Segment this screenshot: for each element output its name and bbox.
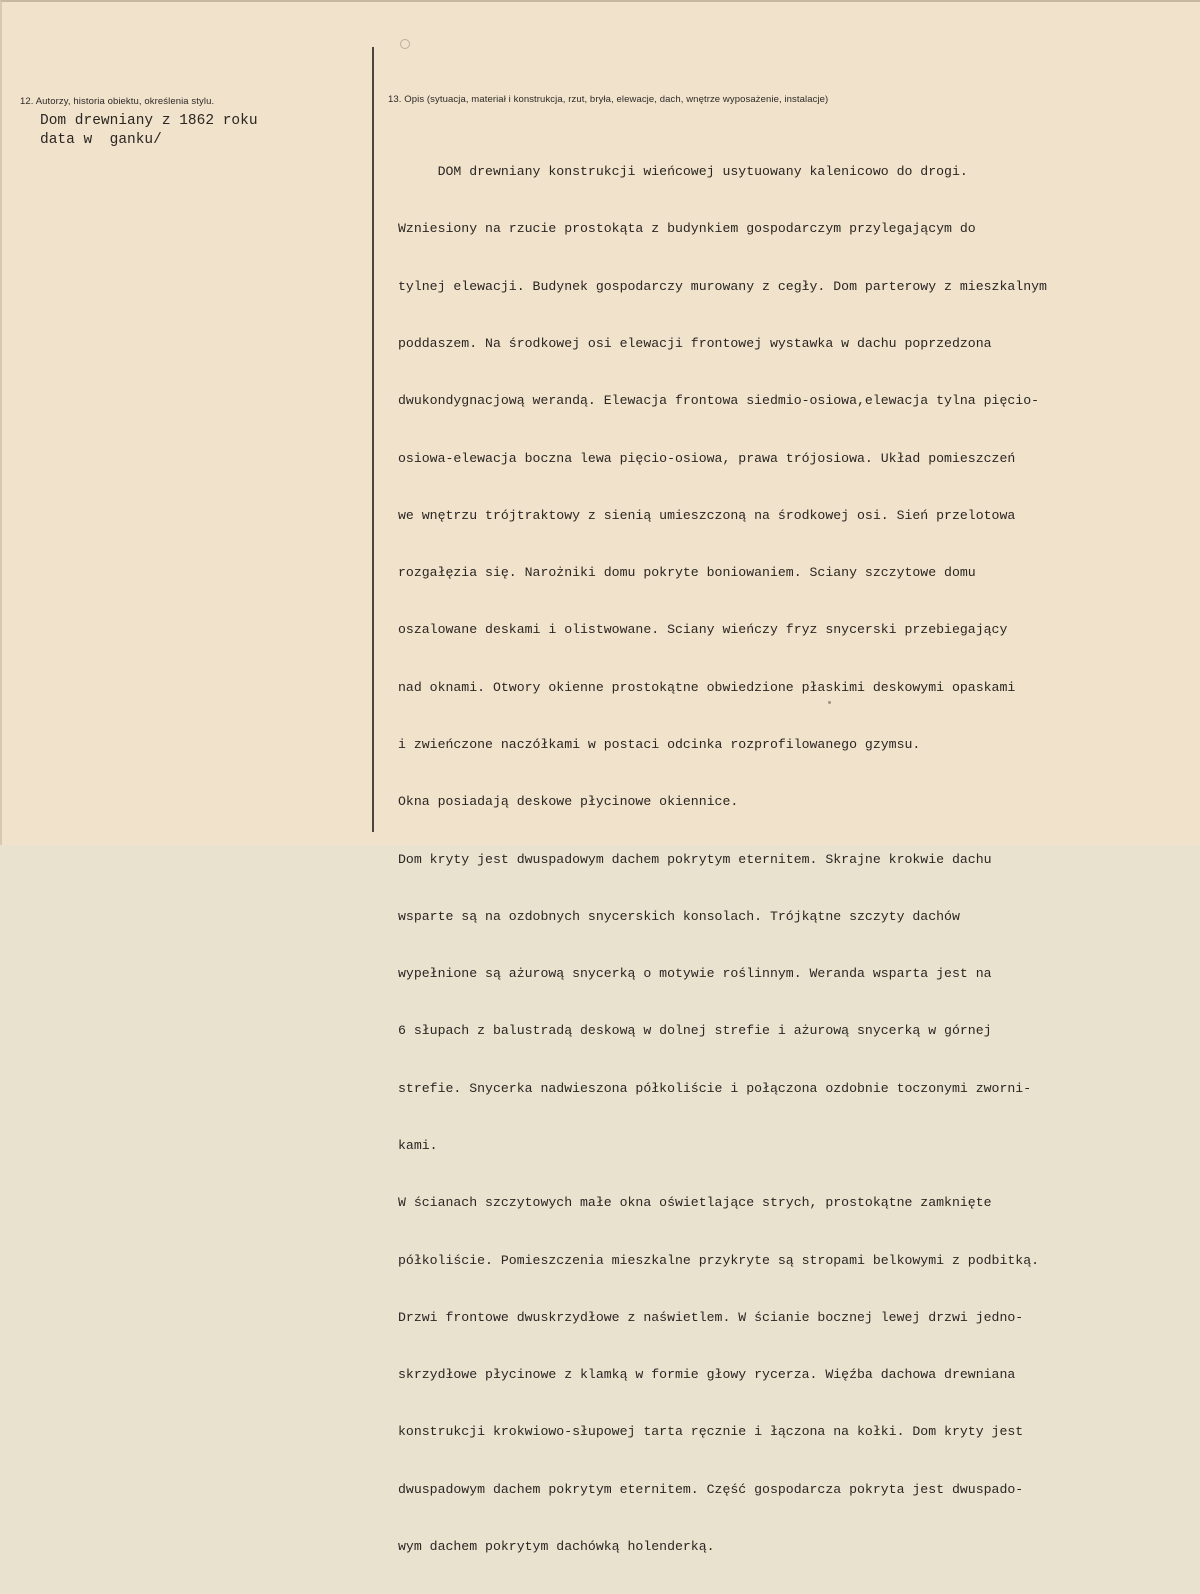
- section-13-line: wypełnione są ażurową snycerką o motywie roślinnym. Weranda wsparta jest na: [398, 966, 992, 982]
- section-13-line: dwuspadowym dachem pokrytym eternitem. Część gospodarcza pokryta jest dwuspado-: [398, 1481, 1024, 1497]
- section-13-line: dwukondygnacjową werandą. Elewacja frontowa siedmio-osiowa,elewacja tylna pięcio-: [398, 393, 1040, 409]
- section-13-line: strefie. Snycerka nadwieszona półkoliście i połączona ozdobnie toczonymi zworni-: [398, 1080, 1032, 1096]
- section-12-content: [40, 112, 258, 150]
- ink-speck: [828, 701, 831, 704]
- section-12-line: Dom drewniany z 1862 roku: [40, 113, 258, 129]
- section-13-line: Wzniesiony na rzucie prostokąta z budynkiem gospodarczym przylegającym do: [398, 221, 976, 237]
- section-13-line: we wnętrzu trójtraktowy z sienią umieszczoną na środkowej osi. Sień przelotowa: [398, 507, 1016, 523]
- section-13-line: Dom kryty jest dwuspadowym dachem pokrytym eternitem. Skrajne krokwie dachu: [398, 851, 992, 867]
- section-13-line: Okna posiadają deskowe płycinowe okiennice.: [398, 794, 739, 810]
- section-13-line: wym dachem pokrytym dachówką holenderką.: [398, 1538, 715, 1554]
- section-13-line: skrzydłowe płycinowe z klamką w formie głowy rycerza. Więźba dachowa drewniana: [398, 1367, 1016, 1383]
- section-13-line: DOM drewniany konstrukcji wieńcowej usytuowany kalenicowo do drogi.: [398, 164, 968, 180]
- section-13-line: kami.: [398, 1137, 438, 1153]
- section-13-line: tylnej elewacji. Budynek gospodarczy murowany z cegły. Dom parterowy z mieszkalnym: [398, 278, 1047, 294]
- section-13-line: wsparte są na ozdobnych snycerskich konsolach. Trójkątne szczyty dachów: [398, 908, 960, 924]
- section-13-line: W ścianach szczytowych małe okna oświetlające strych, prostokątne zamknięte: [398, 1195, 992, 1211]
- paper-mark: [400, 39, 410, 49]
- section-13-line: nad oknami. Otwory okienne prostokątne obwiedzione płaskimi deskowymi opaskami: [398, 679, 1016, 695]
- section-13-line: konstrukcji krokwiowo-słupowej tarta ręcznie i łączona na kołki. Dom kryty jest: [398, 1424, 1024, 1440]
- section-12-line: data w ganku/: [40, 132, 162, 148]
- column-divider: [372, 47, 374, 832]
- section-13-line: 6 słupach z balustradą deskową w dolnej strefie i ażurową snycerką w górnej: [398, 1023, 992, 1039]
- section-13-line: rozgałęzia się. Narożniki domu pokryte boniowaniem. Sciany szczytowe domu: [398, 565, 976, 581]
- section-13-line: półkoliście. Pomieszczenia mieszkalne przykryte są stropami belkowymi z podbitką.: [398, 1252, 1040, 1268]
- section-13-line: i zwieńczone naczółkami w postaci odcinka rozprofilowanego gzymsu.: [398, 737, 921, 752]
- section-13-line: poddaszem. Na środkowej osi elewacji frontowej wystawka w dachu poprzedzona: [398, 336, 992, 352]
- section-13-line: osiowa-elewacja boczna lewa pięcio-osiowa, prawa trójosiowa. Układ pomieszczeń: [398, 450, 1016, 466]
- section-13-line: Drzwi frontowe dwuskrzydłowe z naświetlem. W ścianie bocznej lewej drzwi jedno-: [398, 1309, 1024, 1325]
- section-13-label: 13. Opis (sytuacja, materiał i konstrukcja, rzut, bryła, elewacje, dach, wnętrze wyposażenie, instalacje): [388, 94, 829, 105]
- section-12-label: 12. Autorzy, historia obiektu, określenia stylu.: [20, 96, 215, 107]
- section-13-content: [398, 124, 1047, 1594]
- section-13-line: oszalowane deskami i olistwowane. Sciany wieńczy fryz snycerski przebiegający: [398, 622, 1008, 638]
